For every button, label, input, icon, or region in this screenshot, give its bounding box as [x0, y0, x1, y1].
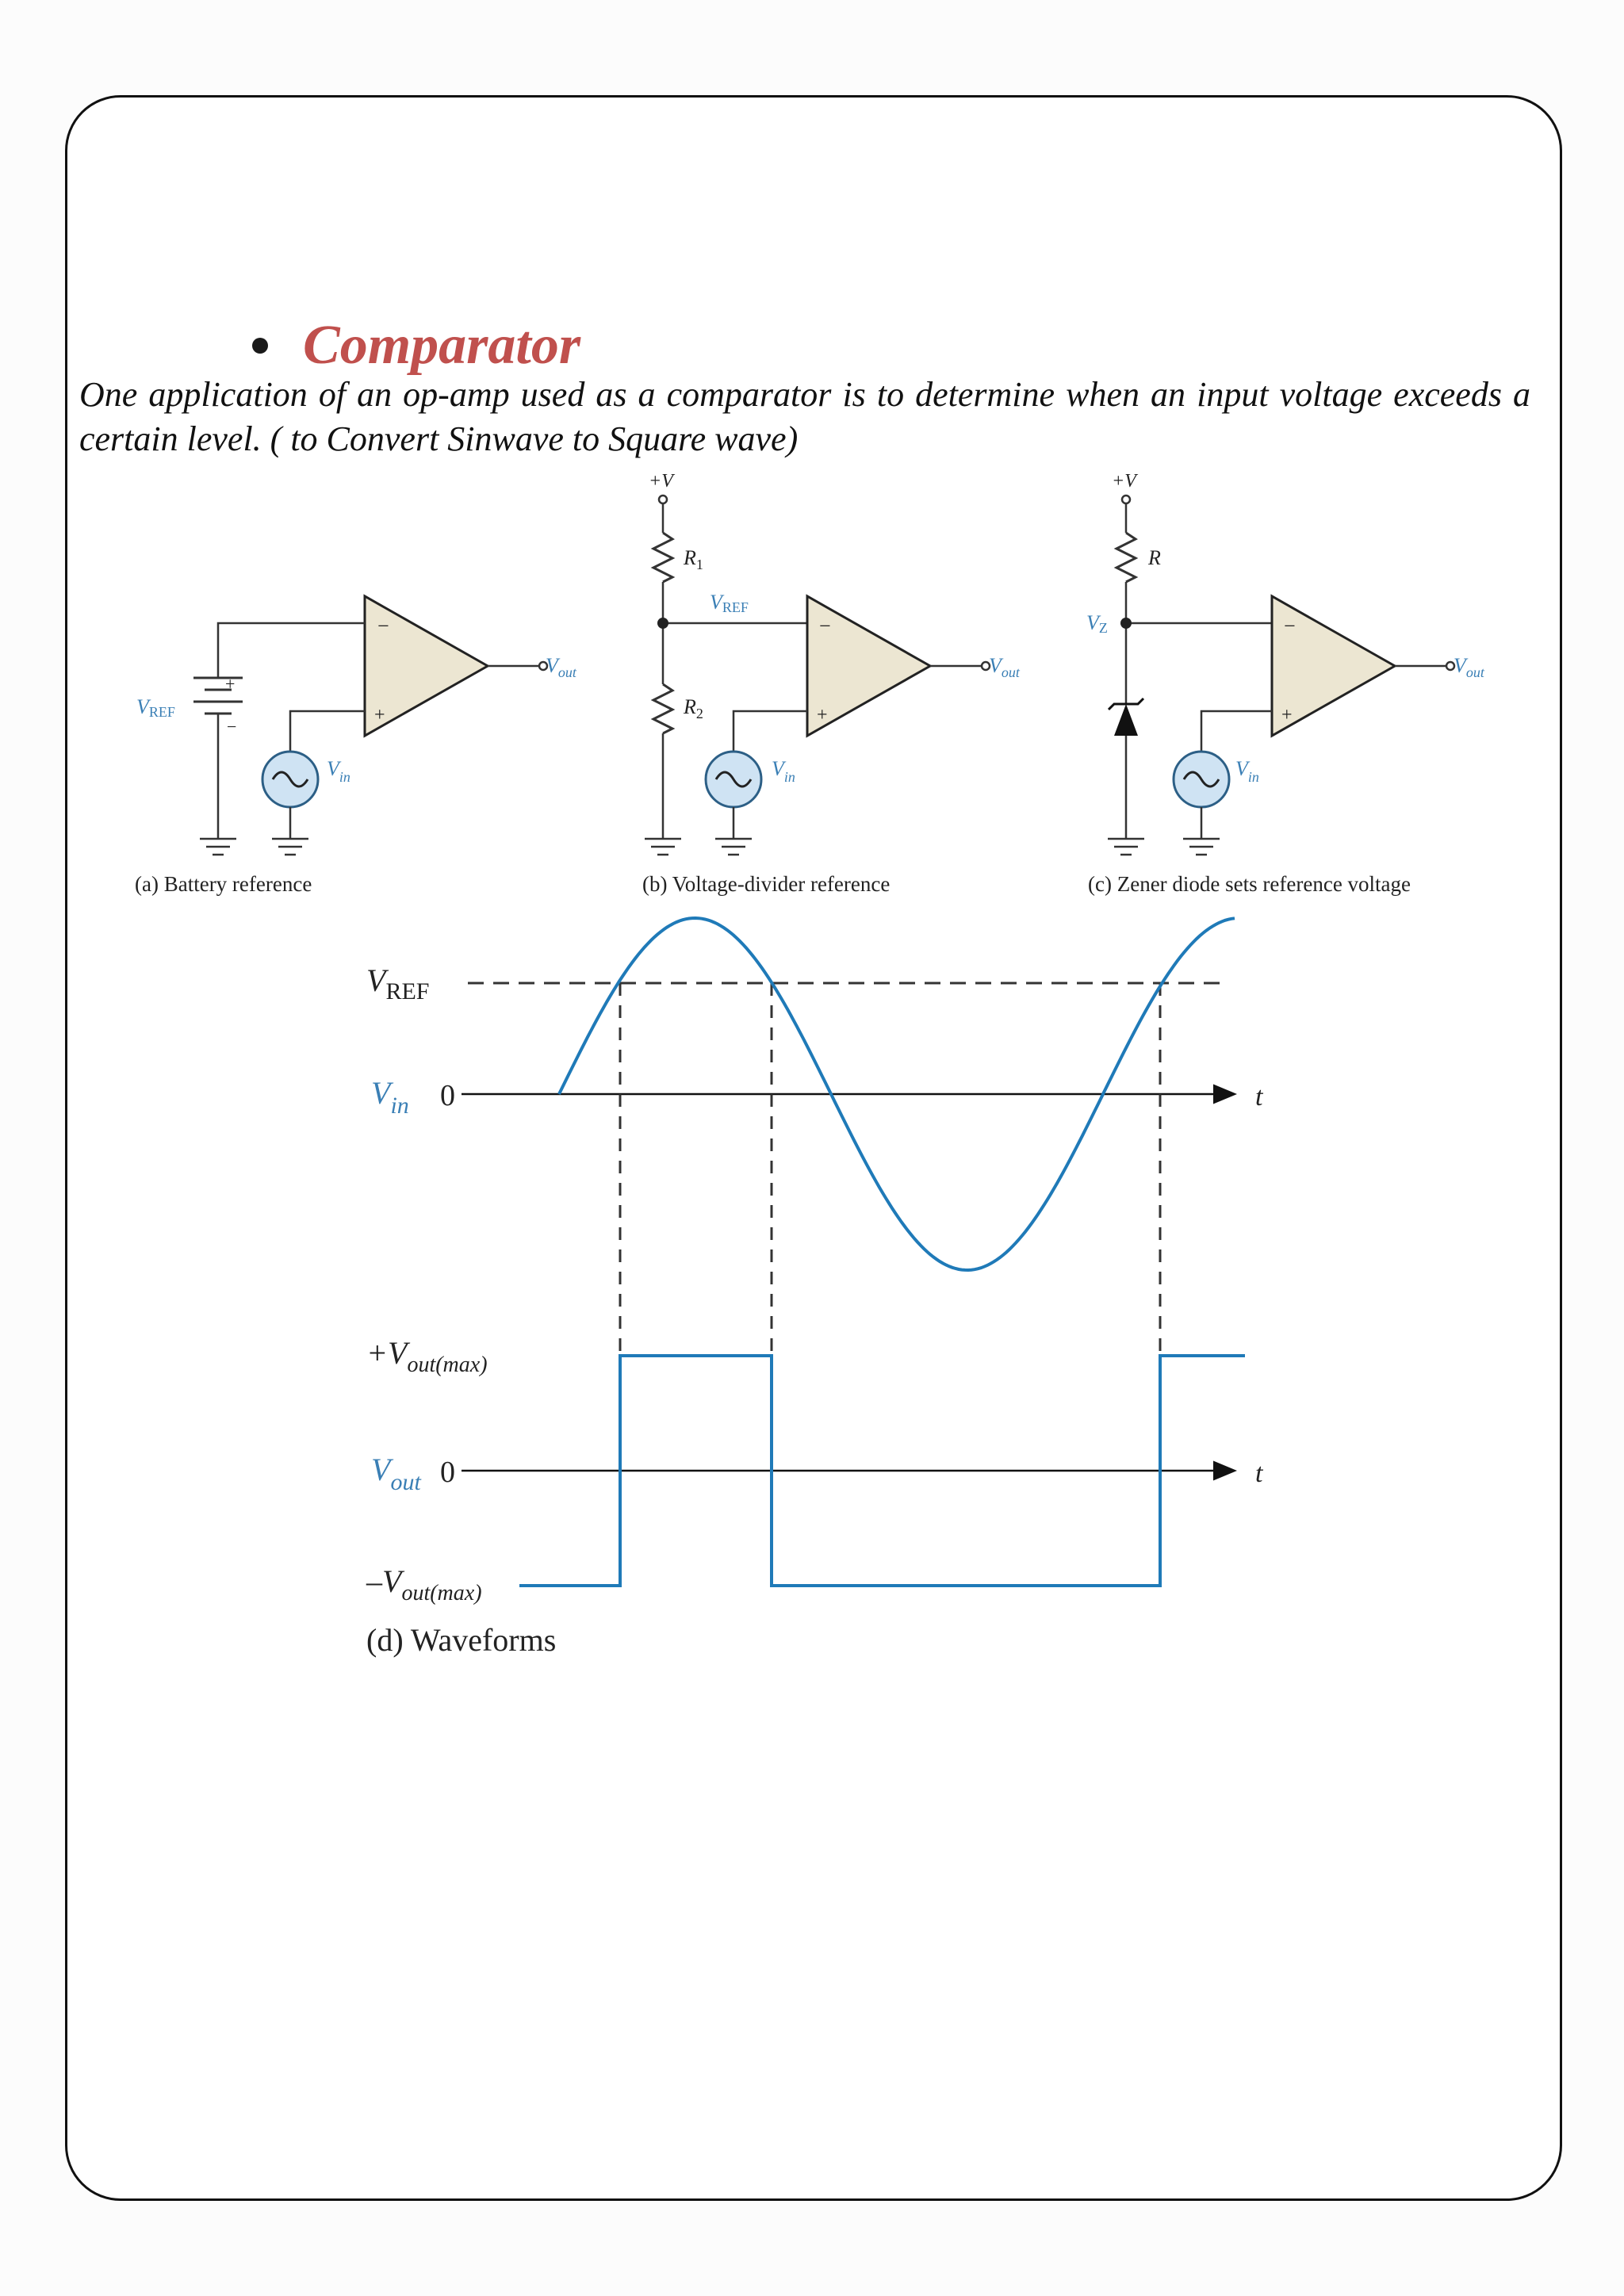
- zener-diode-icon: [1109, 698, 1143, 736]
- opamp-a-minus: −: [377, 614, 389, 637]
- label-vref-a: VREF: [136, 695, 175, 720]
- vout-zero: 0: [440, 1456, 455, 1489]
- label-r2: $R_2$: [684, 695, 703, 721]
- opamp-c-plus: +: [1281, 705, 1293, 725]
- label-supply-b: +V: [649, 471, 673, 492]
- label-vout-b: $V_{out}$: [989, 654, 1020, 680]
- label-vout-a: $V_{out}$: [546, 654, 576, 680]
- label-supply-c: +V: [1112, 471, 1136, 492]
- vin-t-label: t: [1255, 1082, 1263, 1112]
- resistor-r1: [653, 533, 672, 582]
- label-vz: VZ: [1086, 611, 1108, 636]
- circuit-a-battery-reference: [193, 596, 547, 855]
- opamp-c-minus: −: [1284, 614, 1296, 637]
- caption-b: (b) Voltage-divider reference: [642, 872, 891, 896]
- caption-c: (c) Zener diode sets reference voltage: [1088, 872, 1411, 896]
- heading-title: Comparator: [303, 315, 581, 376]
- resistor-r2: [653, 684, 672, 733]
- caption-a: (a) Battery reference: [135, 872, 312, 896]
- label-vref-b: VREF: [710, 591, 749, 615]
- label-r1: $R_1$: [684, 546, 703, 572]
- opamp-b-plus: +: [817, 705, 828, 725]
- opamp-a-plus: +: [374, 705, 385, 725]
- label-vin: $V_{in}$: [371, 1075, 409, 1119]
- battery-plus: +: [225, 674, 236, 694]
- label-vin-a: $V_{in}$: [327, 757, 350, 785]
- label-r: R: [1148, 546, 1161, 569]
- caption-d: (d) Waveforms: [366, 1622, 557, 1658]
- label-vin-c: $V_{in}$: [1235, 757, 1259, 785]
- circuit-b-voltage-divider-reference: [645, 496, 990, 855]
- intro-paragraph: One application of an op-amp used as a comparator is to determine when an input voltage exceeds a certain level. ( to Convert Sinwave to Square wave): [79, 375, 1530, 458]
- label-vref: $V_{REF}$: [366, 962, 430, 1004]
- label-vin-b: $V_{in}$: [772, 757, 795, 785]
- battery-minus: −: [227, 717, 237, 737]
- opamp-b-minus: −: [819, 614, 831, 637]
- resistor-r: [1116, 533, 1136, 582]
- vout-t-label: t: [1255, 1459, 1263, 1488]
- label-vout-c: $V_{out}$: [1454, 654, 1484, 680]
- vin-zero: 0: [440, 1079, 455, 1112]
- label-vout: $V_{out}$: [371, 1452, 421, 1495]
- label-vout-max-pos: $+V_{out(max)}$: [366, 1335, 488, 1377]
- label-vout-max-neg: $-V_{out(max)}$: [366, 1563, 482, 1605]
